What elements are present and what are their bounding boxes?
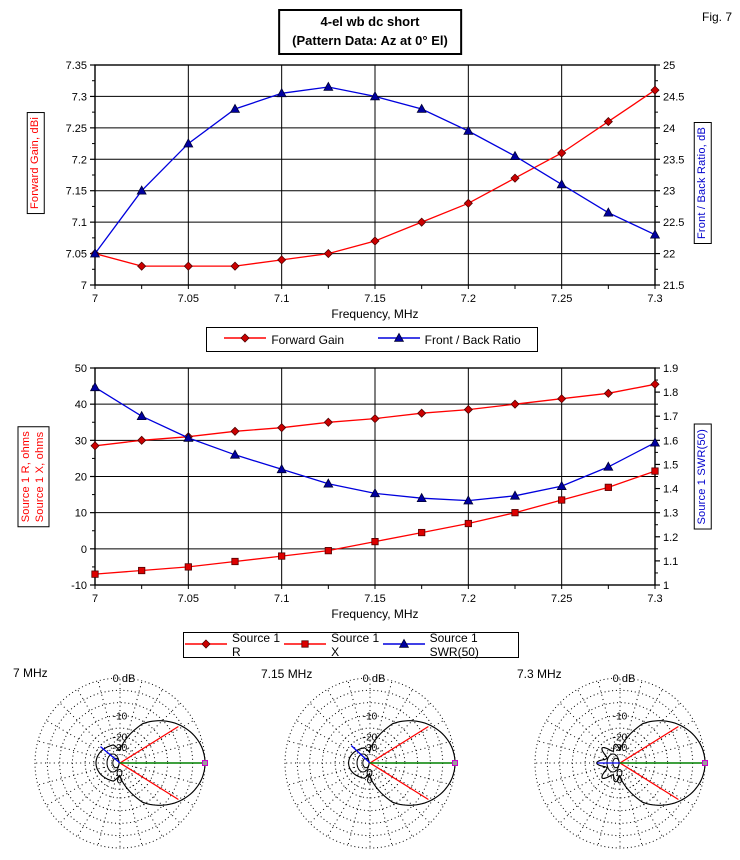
data-marker [92, 571, 98, 577]
tick-label: 10 [74, 507, 87, 520]
legend-glyph-svg [184, 638, 228, 650]
data-marker [324, 82, 333, 90]
polar-radial [46, 721, 113, 760]
data-marker [604, 118, 612, 126]
polar-radial [624, 770, 663, 837]
legend-glyph-svg [382, 638, 426, 650]
legend-label: Source 1 SWR(50) [429, 631, 479, 659]
figure-title-line1: 4-el wb dc short [320, 14, 420, 29]
data-marker [138, 436, 146, 444]
chart1-x-axis-title: Frequency, MHz [331, 307, 419, 321]
data-marker [558, 497, 564, 503]
polar-plot-2 [285, 673, 458, 848]
data-marker [651, 86, 659, 94]
polar-radial [328, 689, 367, 756]
chart1-left-axis-label: Forward Gain, dBi [27, 112, 45, 214]
data-marker [231, 427, 239, 435]
legend-entry-front-back [377, 332, 521, 347]
legend-entry-source-r [184, 631, 283, 659]
beamwidth-line [620, 763, 678, 799]
chart1-legend [206, 327, 538, 352]
tick-label: 7.05 [177, 293, 200, 305]
tick-label: -20 [112, 732, 128, 744]
tick-label: 7.15 [65, 185, 87, 198]
data-marker [605, 484, 611, 490]
data-marker [325, 547, 331, 553]
chart2-left-axis-line2: Source 1 X, ohms [33, 431, 46, 522]
tick-label: 7.2 [460, 593, 476, 605]
legend-glyph-svg [283, 638, 327, 650]
tick-label: 7.3 [71, 91, 87, 104]
tick-label: 30 [74, 435, 87, 448]
polar-radial [310, 703, 364, 757]
data-marker [184, 262, 192, 270]
tick-label: 7.1 [274, 593, 290, 605]
tick-label: 40 [74, 399, 87, 412]
data-marker [232, 558, 238, 564]
cursor-tip-marker [703, 761, 708, 766]
tick-label: 7.35 [65, 60, 87, 72]
tick-label: 0 dB [112, 673, 136, 685]
forward-gain-marker-icon [223, 332, 267, 347]
tick-label: -10 [71, 580, 87, 592]
data-marker [278, 256, 286, 264]
data-marker [651, 380, 659, 388]
polar-radial [627, 767, 694, 806]
cursor-tip-marker [203, 761, 208, 766]
chart1 [66, 60, 685, 305]
polar1-freq-label: 7 MHz [13, 666, 48, 680]
tick-label: 25 [663, 60, 676, 72]
data-marker [372, 538, 378, 544]
tick-label: 7.25 [550, 293, 573, 305]
legend-entry-source-swr [382, 631, 518, 659]
data-marker [418, 409, 426, 417]
legend-label: Source 1 R [232, 631, 281, 659]
data-marker [278, 553, 284, 559]
cursor-tip-marker [453, 761, 458, 766]
polar-radial [622, 771, 642, 845]
tick-label: -30 [112, 742, 128, 754]
beamwidth-line [120, 763, 178, 799]
data-marker [557, 180, 566, 188]
tick-label: 23.5 [663, 154, 685, 167]
tick-label: -20 [362, 732, 378, 744]
polar-radial [372, 771, 392, 845]
data-marker [324, 418, 332, 426]
tick-label: -10 [362, 711, 378, 723]
polar-radial [60, 769, 114, 823]
polar-radial [127, 767, 194, 806]
beamwidth-line [120, 727, 178, 763]
data-marker [511, 400, 519, 408]
data-marker [652, 468, 658, 474]
data-marker [371, 415, 379, 423]
polar-radial [127, 721, 194, 760]
tick-label: 7.2 [460, 293, 476, 305]
tick-label: 1.2 [663, 531, 679, 544]
tick-label: 20 [74, 471, 87, 484]
data-marker [91, 442, 99, 450]
beamwidth-line [370, 727, 428, 763]
tick-label: 7 [91, 593, 99, 605]
source-r-marker-icon [184, 638, 228, 653]
tick-label: 0 [80, 543, 87, 556]
tick-label: 1.9 [663, 363, 679, 375]
chart2 [71, 363, 678, 605]
tick-label: 1.4 [663, 483, 679, 496]
tick-label: 21.5 [663, 280, 685, 292]
polar-radial [374, 770, 413, 837]
polar-radial [60, 703, 114, 757]
polar-plot-1 [35, 673, 208, 848]
polar-radial [374, 689, 413, 756]
tick-label: 24.5 [663, 91, 685, 104]
tick-label: -10 [112, 711, 128, 723]
tick-label: 1.6 [663, 435, 679, 448]
polar-radial [328, 770, 367, 837]
tick-label: 22.5 [663, 217, 685, 230]
tick-label: 7.3 [647, 293, 663, 305]
data-marker [604, 389, 612, 397]
tick-label: 7.25 [550, 593, 573, 605]
chart2-left-axis-label [18, 426, 50, 527]
chart2-x-axis-title: Frequency, MHz [331, 607, 419, 621]
data-marker [511, 152, 520, 160]
legend-entry-source-x [283, 631, 382, 659]
data-marker [138, 262, 146, 270]
chart2-left-axis-line1: Source 1 R, ohms [20, 431, 32, 523]
data-marker [651, 438, 660, 446]
polar-radial [377, 767, 444, 806]
tick-label: 23 [663, 185, 676, 198]
chart1-right-axis-label: Front / Back Ratio, dB [694, 122, 712, 244]
tick-label: -30 [612, 742, 628, 754]
tick-label: 0 dB [612, 673, 636, 685]
tick-label: 7.25 [65, 122, 87, 135]
data-marker [558, 149, 566, 157]
polar-plot-3 [535, 673, 708, 848]
data-marker [185, 564, 191, 570]
tick-label: 7.3 [647, 593, 663, 605]
data-marker [241, 334, 249, 342]
tick-label: 0 dB [362, 673, 386, 685]
data-marker [512, 509, 518, 515]
legend-glyph-svg [223, 332, 267, 344]
polar-radial [46, 767, 113, 806]
data-marker [464, 406, 472, 414]
front-back-marker-icon [377, 332, 421, 347]
data-marker [324, 250, 332, 258]
data-marker [464, 199, 472, 207]
tick-label: 7.1 [274, 293, 290, 305]
data-marker [184, 139, 193, 147]
legend-entry-forward-gain [223, 332, 344, 347]
tick-label: -10 [612, 711, 628, 723]
polar3-freq-label: 7.3 MHz [517, 667, 562, 681]
polar-radial [560, 769, 614, 823]
data-marker [651, 230, 660, 238]
data-marker [604, 208, 613, 216]
data-marker [371, 237, 379, 245]
legend-label: Forward Gain [271, 332, 345, 347]
polar-radial [122, 771, 142, 845]
data-marker [418, 218, 426, 226]
tick-label: 24 [663, 122, 676, 135]
tick-label: -30 [362, 742, 378, 754]
figure-title-line2: (Pattern Data: Az at 0° El) [292, 32, 448, 48]
source-swr-marker-icon [382, 638, 426, 653]
data-marker [202, 640, 210, 648]
polar-radial [627, 721, 694, 760]
tick-label: 1.5 [663, 459, 679, 472]
figure-number: Fig. 7 [701, 10, 732, 24]
data-marker [511, 174, 519, 182]
tick-label: 1.1 [663, 555, 679, 568]
tick-label: 7.05 [65, 248, 87, 261]
tick-label: 1.3 [663, 507, 679, 520]
legend-label: Front / Back Ratio [424, 332, 521, 347]
polar2-freq-label: 7.15 MHz [261, 667, 313, 681]
data-marker [138, 567, 144, 573]
data-marker [604, 462, 613, 470]
tick-label: 1.8 [663, 387, 679, 400]
data-marker [231, 262, 239, 270]
tick-label: 7.15 [364, 593, 386, 605]
polar-radial [310, 769, 364, 823]
source-x-marker-icon [283, 638, 327, 653]
beamwidth-line [620, 727, 678, 763]
tick-label: 50 [74, 363, 87, 375]
data-marker [418, 529, 424, 535]
polar-radial [546, 721, 613, 760]
tick-label: 1 [663, 580, 670, 592]
data-marker [302, 640, 308, 646]
data-marker [465, 520, 471, 526]
tick-label: 7.2 [71, 154, 87, 167]
legend-glyph-svg [377, 332, 421, 344]
polar-radial [124, 689, 163, 756]
polar-radial [377, 721, 444, 760]
tick-label: 7 [91, 293, 99, 305]
polar-radial [124, 770, 163, 837]
chart2-right-axis-label: Source 1 SWR(50) [694, 424, 712, 530]
tick-label: 1.7 [663, 411, 679, 424]
polar-radial [578, 689, 617, 756]
tick-label: 7.1 [71, 217, 87, 230]
polar-radial [560, 703, 614, 757]
tick-label: -20 [612, 732, 628, 744]
figure-title-box [278, 9, 462, 55]
polar-radial [546, 767, 613, 806]
data-marker [137, 412, 146, 420]
tick-label: 22 [663, 248, 676, 261]
tick-label: 7 [80, 280, 87, 292]
polar-radial [578, 770, 617, 837]
data-marker [278, 424, 286, 432]
polar-radial [624, 689, 663, 756]
chart2-legend [183, 632, 519, 658]
tick-label: 7.15 [364, 293, 386, 305]
beamwidth-line [370, 763, 428, 799]
tick-label: 7.05 [177, 593, 200, 605]
data-marker [558, 395, 566, 403]
data-marker [91, 383, 100, 391]
legend-label: Source 1 X [331, 631, 380, 659]
